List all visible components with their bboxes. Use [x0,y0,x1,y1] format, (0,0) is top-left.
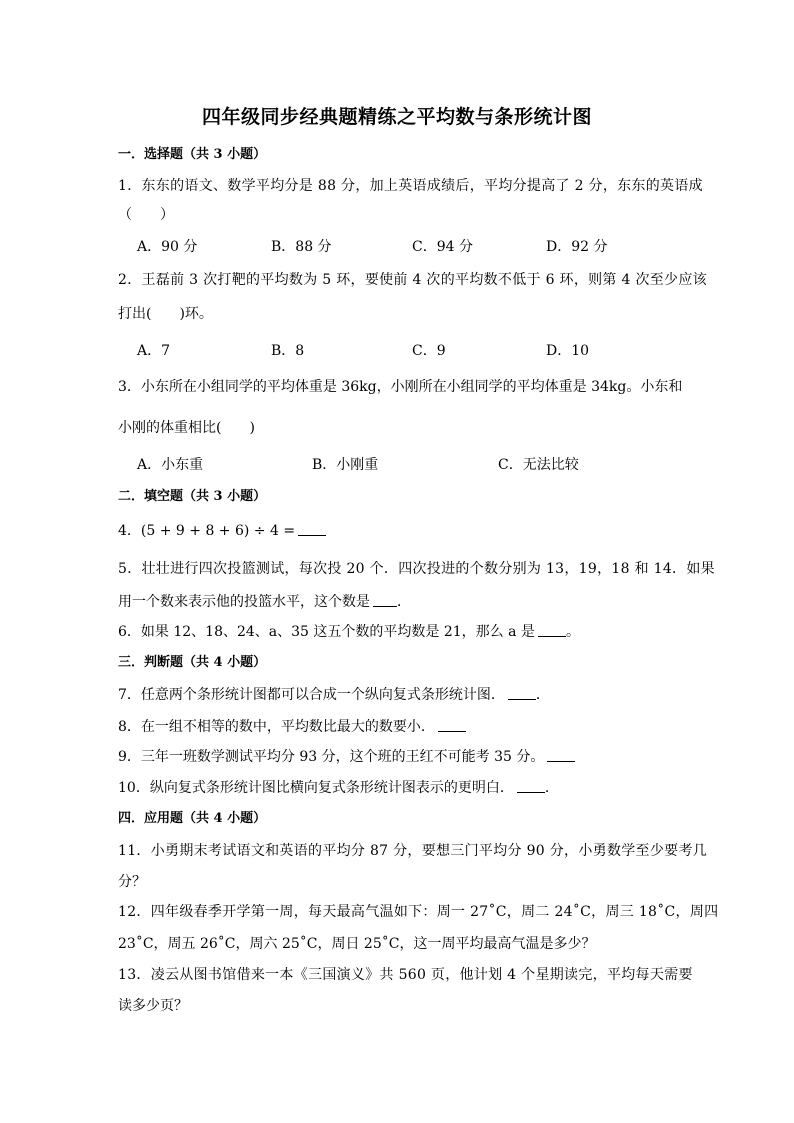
section-heading-application: 四．应用题（共 4 小题） [118,811,267,826]
question-5-text-end: ． [397,594,411,610]
question-8-text: 8．在一组不相等的数中，平均数比最大的数要小． [118,719,435,735]
question-9-text: 9．三年一班数学测试平均分 93 分，这个班的王红不可能考 35 分。 [118,749,545,765]
question-2-text: 2．王磊前 3 次打靶的平均数为 5 环，要使前 4 次的平均数不低于 6 环，则第 4 次至少应该 [118,272,707,288]
question-2-option-b: B．8 [271,343,305,359]
answer-blank [508,686,536,700]
question-2-option-d: D．10 [546,343,590,359]
question-1-blank: （ ） [118,207,174,223]
answer-blank [298,522,326,536]
question-2-option-c: C．9 [412,343,446,359]
question-7-text-end: ． [535,687,550,703]
question-7 [118,686,550,704]
question-10-text-end: ． [544,780,559,796]
question-12-text: 12．四年级春季开学第一周，每天最高气温如下：周一 27˚C，周二 24˚C，周三 18˚C，周四 [118,904,719,920]
question-8 [118,718,466,736]
question-11-text-cont: 分？ [118,874,146,890]
section-heading-judge: 三．判断题（共 4 小题） [118,655,267,670]
answer-blank [538,623,566,637]
answer-blank [547,748,575,762]
question-5-text-part: 用一个数来表示他的投篮水平，这个数是 [118,594,370,610]
question-1-option-b: B．88 分 [271,239,332,255]
question-11-text: 11．小勇期末考试语文和英语的平均分 87 分，要想三门平均分 90 分，小勇数学至少要考几 [118,843,708,859]
question-3-text-cont: 小刚的体重相比( ) [118,420,255,436]
question-7-text: 7．任意两个条形统计图都可以合成一个纵向复式条形统计图． [118,687,505,703]
section-heading-choice: 一．选择题（共 3 小题） [118,147,267,162]
question-3-text: 3．小东所在小组同学的平均体重是 36kg，小刚所在小组同学的平均体重是 34kg。小东和 [118,379,683,395]
question-4-text: 4．(5 + 9 + 8 + 6) ÷ 4 = [118,523,296,539]
question-10-text: 10．纵向复式条形统计图比横向复式条形统计图表示的更明白． [118,780,514,796]
answer-blank [438,718,466,732]
question-13-text: 13．凌云从图书馆借来一本《三国演义》共 560 页，他计划 4 个星期读完，平均每天需要 [118,967,693,983]
question-1-option-c: C．94 分 [412,239,473,255]
question-1-text: 1．东东的语文、数学平均分是 88 分，加上英语成绩后，平均分提高了 2 分，东东的英语成 [118,178,703,194]
question-3-option-a: A．小东重 [137,457,204,473]
question-5-text: 5．壮壮进行四次投篮测试，每次投 20 个．四次投进的个数分别为 13，19，18 和 14．如果 [118,561,715,577]
question-1-option-a: A．90 分 [137,239,198,255]
question-1-option-d: D．92 分 [546,239,608,255]
question-13-text-cont: 读多少页？ [118,998,188,1014]
question-3-option-b: B．小刚重 [312,457,379,473]
question-2-text-cont: 打出( )环。 [118,306,213,322]
section-heading-fill: 二．填空题（共 3 小题） [118,489,267,504]
answer-blank [517,779,545,793]
question-2-option-a: A．7 [137,343,171,359]
question-6-text-end: 。 [565,624,580,640]
question-4 [118,522,326,540]
answer-blank [373,593,397,607]
question-5-text-cont [118,593,411,611]
page-title: 四年级同步经典题精练之平均数与条形统计图 [201,106,592,128]
question-9 [118,748,575,766]
question-6-text: 6．如果 12、18、24、a、35 这五个数的平均数是 21，那么 a 是 [118,624,535,640]
question-10 [118,779,559,797]
question-12-text-cont: 23˚C，周五 26˚C，周六 25˚C，周日 25˚C，这一周平均最高气温是多少？ [118,936,596,952]
question-3-option-c: C．无法比较 [498,457,579,473]
question-6 [118,623,580,641]
